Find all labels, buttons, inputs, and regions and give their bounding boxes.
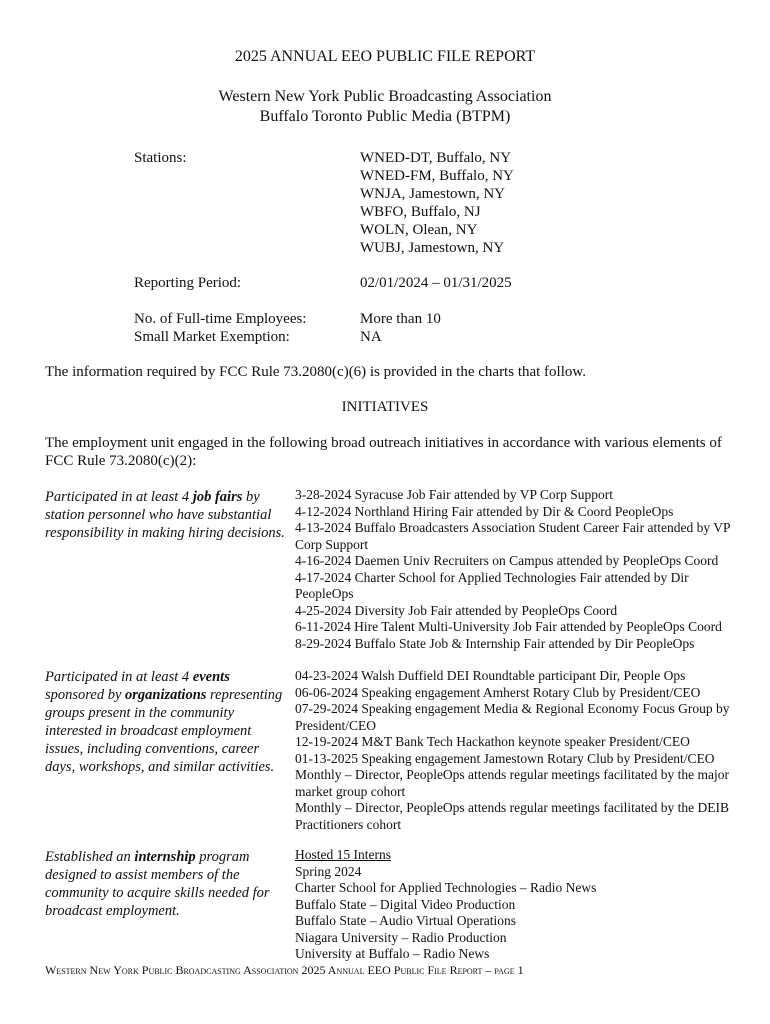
list-item: University at Buffalo – Radio News [295, 946, 490, 961]
station-item: WNJA, Jamestown, NY [360, 186, 505, 202]
fulltime-label: No. of Full-time Employees: [134, 311, 307, 327]
job-fairs-list [295, 487, 740, 652]
list-item: 6-11-2024 Hire Talent Multi-University Job Fair attended by PeopleOps Coord [295, 619, 722, 634]
station-item: WBFO, Buffalo, NJ [360, 204, 481, 220]
list-item: Monthly – Director, PeopleOps attends regular meetings facilitated by the major market group cohort [295, 767, 729, 799]
internship-description: Established an internship program designed to assist members of the community to acquire skills needed for broadcast employment. [45, 849, 270, 919]
list-item: 3-28-2024 Syracuse Job Fair attended by VP Corp Support [295, 487, 613, 502]
events-description: Participated in at least 4 events sponsored by organizations representing groups present in the community interested in broadcast employment issues, including conventions, career days, workshops, and similar activities. [45, 669, 283, 775]
media-name: Buffalo Toronto Public Media (BTPM) [259, 108, 511, 125]
list-item: 4-13-2024 Buffalo Broadcasters Association Student Career Fair attended by VP Corp Support [295, 520, 731, 552]
reporting-period-label: Reporting Period: [134, 275, 242, 291]
info-paragraph: The information required by FCC Rule 73.2080(c)(6) is provided in the charts that follow. [45, 364, 586, 380]
list-item: 4-17-2024 Charter School for Applied Technologies Fair attended by Dir PeopleOps [295, 569, 689, 601]
station-item: WUBJ, Jamestown, NY [360, 240, 505, 256]
list-item: 06-06-2024 Speaking engagement Amherst Rotary Club by President/CEO [295, 684, 701, 700]
station-item: WNED-FM, Buffalo, NY [360, 168, 514, 184]
stations-label: Stations: [134, 150, 187, 166]
small-market-label: Small Market Exemption: [134, 329, 290, 345]
page-footer: Western New York Public Broadcasting Association 2025 Annual EEO Public File Report – page 1 [45, 963, 524, 977]
internship-list [295, 847, 740, 963]
list-item: 07-29-2024 Speaking engagement Media & Regional Economy Focus Group by President/CEO [295, 701, 730, 733]
list-item: Spring 2024 [295, 863, 362, 879]
station-item: WOLN, Olean, NY [360, 222, 478, 238]
organization-name: Western New York Public Broadcasting Association [218, 88, 552, 105]
small-market-value: NA [360, 329, 382, 345]
events-list [295, 668, 740, 833]
engaged-paragraph: The employment unit engaged in the following broad outreach initiatives in accordance with various elements of FCC Rule 73.2080(c)(2): [45, 435, 722, 469]
report-title: 2025 ANNUAL EEO PUBLIC FILE REPORT [234, 48, 536, 65]
reporting-period-value: 02/01/2024 – 01/31/2025 [360, 275, 512, 291]
list-item: Buffalo State – Audio Virtual Operations [295, 913, 517, 928]
fulltime-value: More than 10 [360, 311, 441, 327]
initiatives-heading: INITIATIVES [341, 399, 429, 415]
job-fairs-description: Participated in at least 4 job fairs by station personnel who have substantial responsibility in making hiring decisions. [45, 489, 285, 541]
list-item: 8-29-2024 Buffalo State Job & Internship Fair attended by Dir PeopleOps [295, 635, 695, 651]
hosted-interns-heading: Hosted 15 Interns [295, 847, 391, 862]
list-item: Buffalo State – Digital Video Production [295, 896, 516, 912]
list-item: 01-13-2025 Speaking engagement Jamestown Rotary Club by President/CEO [295, 750, 715, 766]
list-item: 12-19-2024 M&T Bank Tech Hackathon keynote speaker President/CEO [295, 734, 690, 749]
list-item: 4-25-2024 Diversity Job Fair attended by PeopleOps Coord [295, 602, 618, 618]
list-item: Niagara University – Radio Production [295, 929, 507, 945]
list-item: 04-23-2024 Walsh Duffield DEI Roundtable participant Dir, People Ops [295, 668, 686, 683]
list-item: 4-12-2024 Northland Hiring Fair attended by Dir & Coord PeopleOps [295, 503, 674, 519]
list-item: Monthly – Director, PeopleOps attends regular meetings facilitated by the DEIB Practitioners cohort [295, 800, 729, 832]
station-item: WNED-DT, Buffalo, NY [360, 150, 512, 166]
list-item: Charter School for Applied Technologies – Radio News [295, 880, 597, 895]
list-item: 4-16-2024 Daemen Univ Recruiters on Campus attended by PeopleOps Coord [295, 553, 719, 568]
